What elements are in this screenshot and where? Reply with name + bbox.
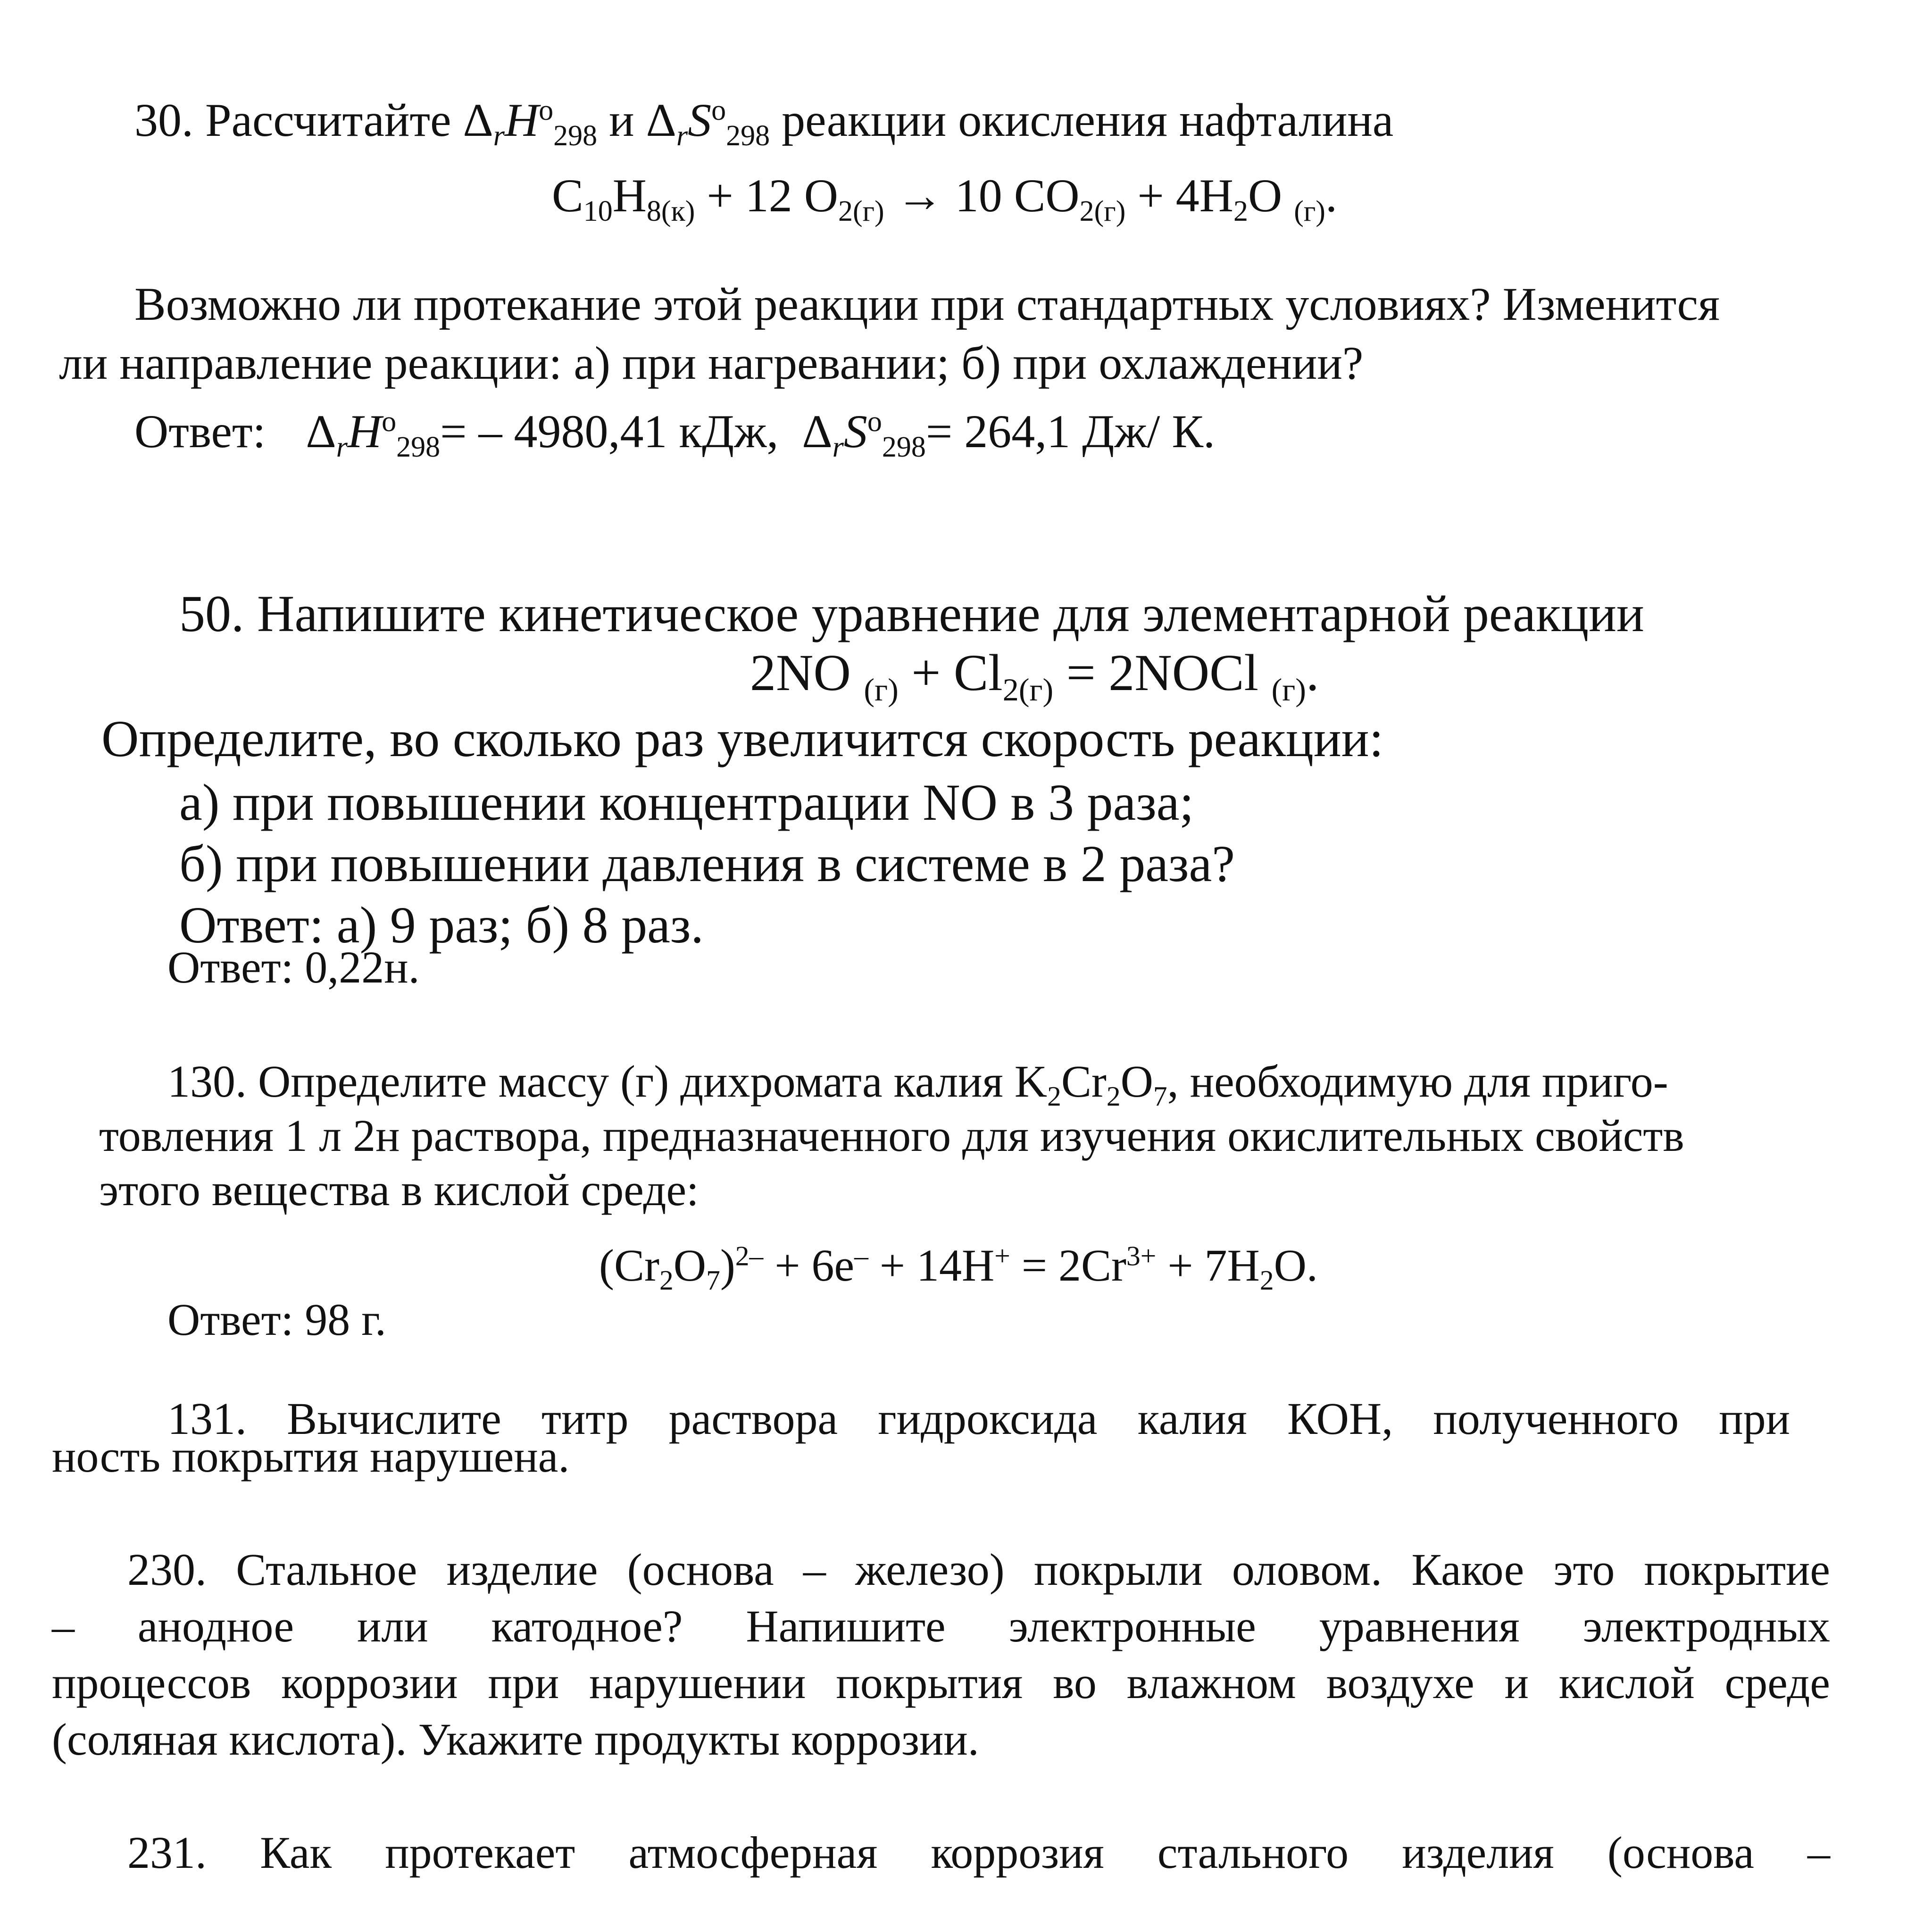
p50-option-b: б) при повышении давления в системе в 2 раза?	[179, 835, 1235, 892]
p30-equation: $C_{10}H_{8(к)} + 12$ $O_{2(г)} \to 10$ $CO_{2(г)} + 4H_2O$ $_{(г)}$.	[552, 169, 1337, 227]
delta-h-symbol: $\Delta_rH^o_{298}$	[463, 94, 598, 152]
p50-equation: 2NO $_{(г)} + Cl_{2(г)}$ = 2NOCl $_{(г)}$.	[750, 644, 1319, 708]
p50-title: 50. Напишите кинетическое уравнение для элементарной реакции	[179, 585, 1644, 642]
problem-number: 30.	[134, 94, 193, 146]
p50-answer: Ответ: а) 9 раз; б) 8 раз.	[179, 896, 704, 954]
p50-option-a: а) при повышении концентрации NO в 3 раза;	[179, 774, 1194, 831]
p30-question-line1: Возможно ли протекание этой реакции при стандартных условиях? Изменится	[134, 278, 1720, 330]
p30-question-line2: ли направление реакции: а) при нагревании; б) при охлаждении?	[59, 337, 1364, 389]
p50-question: Определите, во сколько раз увеличится скорость реакции:	[101, 710, 1384, 767]
cut-answer-fragment: Ответ: 0,22н.	[167, 942, 420, 992]
p230-line1: 230. Стальное изделие (основа – железо) покрыли оловом. Какое это покрытие	[127, 1544, 1830, 1595]
p130-line3: этого вещества в кислой среде:	[99, 1165, 699, 1215]
text: и	[609, 94, 634, 146]
p30-answer: Ответ: $\Delta_rH^o_{298}= - 4980,41$ кДж, $\Delta_rS^o_{298}= 264,1$ Дж/ К.	[134, 405, 1216, 463]
p130-answer: Ответ: 98 г.	[167, 1294, 386, 1345]
fragment-line: ность покрытия нарушена.	[52, 1431, 570, 1482]
text: реакции окисления нафталина	[782, 94, 1394, 146]
cut-p131-fragment: 131. Вычислите титр раствора гидроксида калия КОН, полученного при	[167, 1393, 1790, 1444]
p130-line1: 130. Определите массу (г) дихромата калия $K_2Cr_2O_7$, необходимую для приго-	[167, 1056, 1668, 1112]
text: Рассчитайте	[205, 94, 451, 146]
p231-line1: 231. Как протекает атмосферная коррозия стального изделия (основа –	[127, 1827, 1830, 1878]
p30-title-line	[134, 92, 1394, 152]
delta-s-symbol: $\Delta_rS^o_{298}$	[646, 94, 770, 152]
p130-equation: $(Cr_2O_7)^{2-} + 6e^- + 14H^+ = 2Cr^{3+} + 7H_2O$.	[599, 1240, 1318, 1296]
p230-line3: процессов коррозии при нарушении покрытия во влажном воздухе и кислой среде	[52, 1657, 1830, 1708]
p230-line4: (соляная кислота). Укажите продукты коррозии.	[52, 1714, 979, 1765]
p230-line2: – анодное или катодное? Напишите электронные уравнения электродных	[52, 1601, 1830, 1651]
p130-line2: товления 1 л 2н раствора, предназначенного для изучения окислительных свойств	[99, 1110, 1684, 1161]
